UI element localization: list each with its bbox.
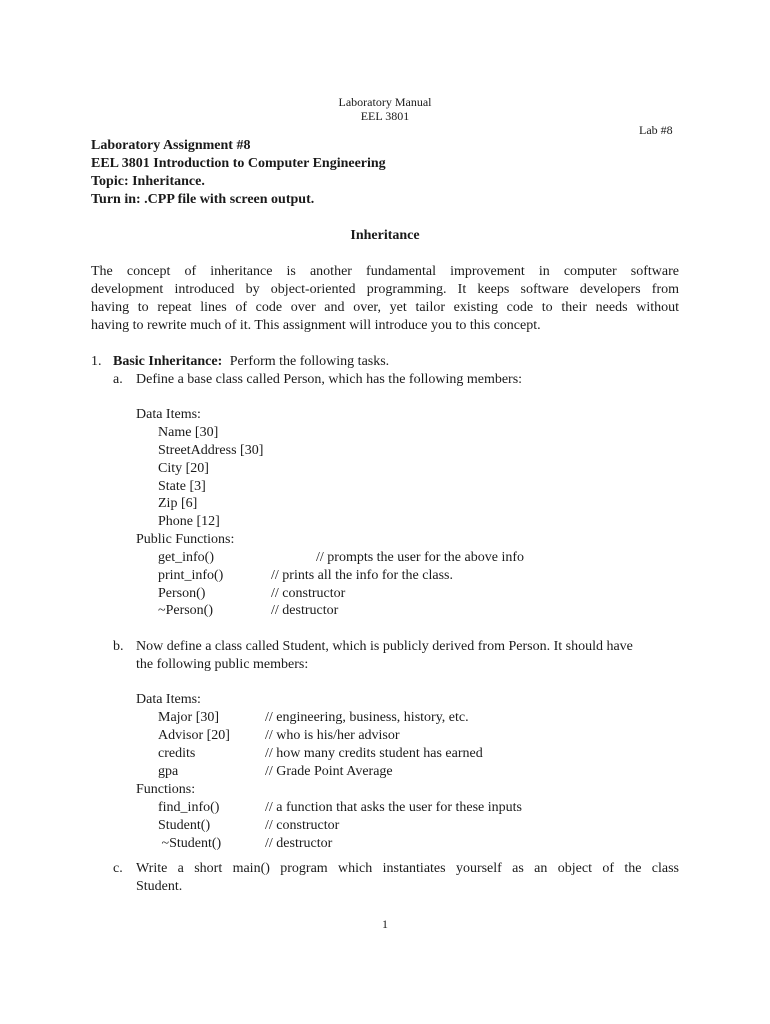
part-b-text-line: the following public members: <box>136 657 309 672</box>
part-b-function-name: ~Student() <box>158 836 222 851</box>
part-b-data-item-name: gpa <box>158 764 179 779</box>
part-b-function-comment: // destructor <box>265 836 333 851</box>
intro-line: having to repeat lines of code over and over, yet tailor existing code to their needs without <box>91 300 679 315</box>
part-b-letter: b. <box>113 639 124 654</box>
part-c-text-line: Student. <box>136 879 183 894</box>
part-a-letter: a. <box>113 372 123 387</box>
intro-line: having to rewrite much of it. This assignment will introduce you to this concept. <box>91 318 541 333</box>
task-text: Perform the following tasks. <box>229 354 390 369</box>
part-b-functions-label: Functions: <box>136 782 196 797</box>
part-a-data-item: State [3] <box>158 479 206 494</box>
part-c-text-line: Write a short main() program which instantiates yourself as an object of the class <box>136 861 679 876</box>
part-a-data-item: City [20] <box>158 461 209 476</box>
part-b-data-item-comment: // engineering, business, history, etc. <box>265 710 469 725</box>
part-a-data-item: StreetAddress [30] <box>158 443 264 458</box>
intro-paragraph <box>91 263 679 335</box>
part-a-function-comment: // prints all the info for the class. <box>271 568 453 583</box>
part-a-function-name: Person() <box>158 586 206 601</box>
task-line <box>113 353 389 371</box>
part-b-data-items-label: Data Items: <box>136 692 201 707</box>
part-b-text-line: Now define a class called Student, which is publicly derived from Person. It should have <box>136 639 633 654</box>
assignment-title: Laboratory Assignment #8 <box>91 138 251 153</box>
intro-line: development introduced by object-oriented programming. It keeps software developers from <box>91 282 679 297</box>
task-number: 1. <box>91 354 102 369</box>
part-a-functions-label: Public Functions: <box>136 532 235 547</box>
part-b-data-item-comment: // how many credits student has earned <box>265 746 483 761</box>
header-course-code: EEL 3801 <box>360 109 410 123</box>
header-lab-number: Lab #8 <box>639 123 673 137</box>
part-a-text: Define a base class called Person, which has the following members: <box>136 372 523 387</box>
header-manual-title: Laboratory Manual <box>338 95 432 109</box>
task-title: Basic Inheritance: <box>113 354 223 369</box>
part-a-function-comment: // constructor <box>271 586 346 601</box>
page-number: 1 <box>382 917 388 931</box>
part-b-data-item-name: Major [30] <box>158 710 220 725</box>
part-b-function-comment: // a function that asks the user for these inputs <box>265 800 522 815</box>
part-a-function-name: get_info() <box>158 550 214 565</box>
assignment-topic: Topic: Inheritance. <box>91 174 205 189</box>
part-b-function-name: Student() <box>158 818 211 833</box>
assignment-turn-in: Turn in: .CPP file with screen output. <box>91 192 315 207</box>
part-b-data-item-name: Advisor [20] <box>158 728 230 743</box>
part-a-data-item: Name [30] <box>158 425 219 440</box>
section-heading: Inheritance <box>350 228 420 243</box>
assignment-course: EEL 3801 Introduction to Computer Engineering <box>91 156 386 171</box>
part-b-function-comment: // constructor <box>265 818 340 833</box>
part-a-data-item: Phone [12] <box>158 514 220 529</box>
part-a-function-name: ~Person() <box>158 603 214 618</box>
part-a-function-comment: // destructor <box>271 603 339 618</box>
part-b-data-item-comment: // who is his/her advisor <box>265 728 400 743</box>
part-c-letter: c. <box>113 861 123 876</box>
part-a-data-item: Zip [6] <box>158 496 198 511</box>
part-a-function-comment: // prompts the user for the above info <box>316 550 525 565</box>
part-b-data-item-name: credits <box>158 746 196 761</box>
part-b-data-item-comment: // Grade Point Average <box>265 764 393 779</box>
part-a-data-items-label: Data Items: <box>136 407 201 422</box>
part-b-function-name: find_info() <box>158 800 220 815</box>
intro-line: The concept of inheritance is another fundamental improvement in computer software <box>91 264 679 279</box>
part-a-function-name: print_info() <box>158 568 224 583</box>
